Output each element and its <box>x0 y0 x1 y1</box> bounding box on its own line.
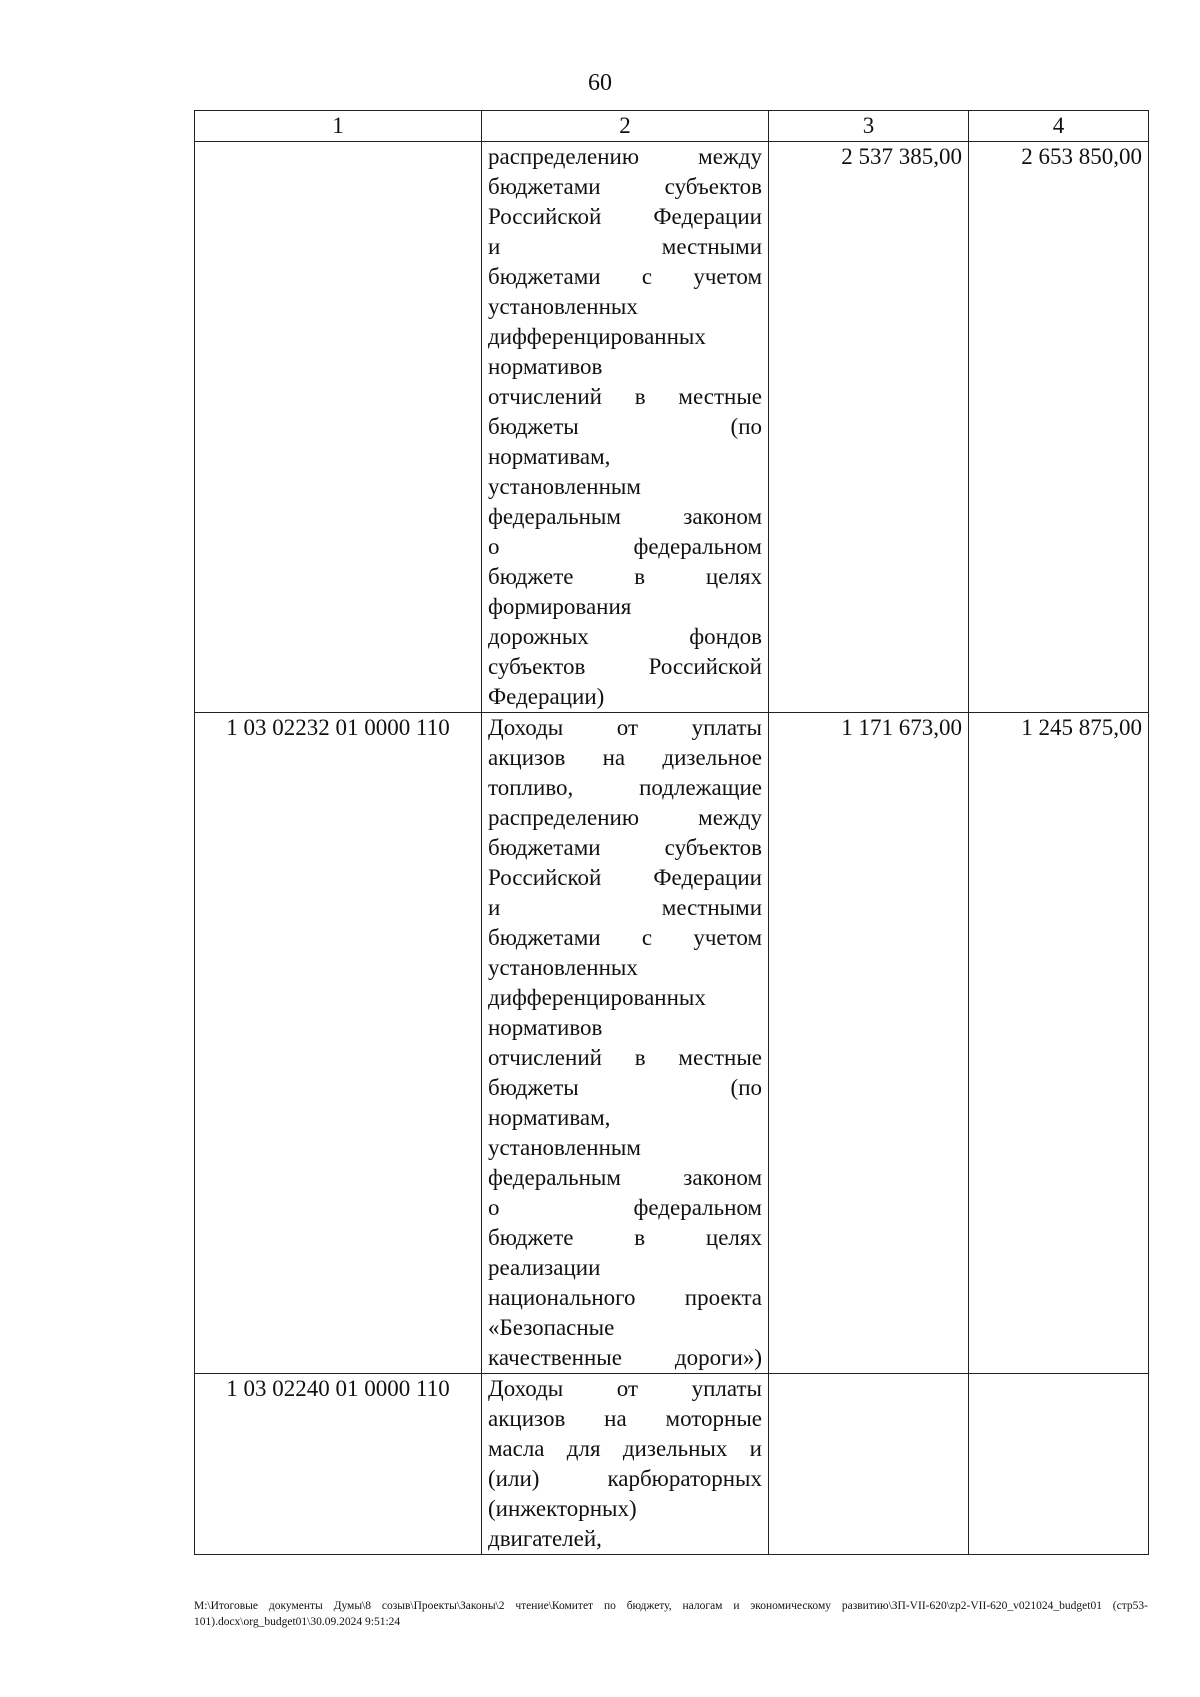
description-line: о федеральном <box>488 1195 762 1220</box>
budget-code-cell <box>195 142 482 713</box>
description-line: нормативов <box>488 1015 603 1040</box>
table-row <box>195 1374 1149 1555</box>
table-header-row <box>195 111 1149 142</box>
description-line: бюджетами с учетом <box>488 925 762 950</box>
page-number: 60 <box>588 70 612 96</box>
description-line: бюджеты (по <box>488 414 762 439</box>
description-line: (инжекторных) <box>488 1496 637 1521</box>
description-line: отчислений в местные <box>488 1045 762 1070</box>
description-line: бюджете в целях <box>488 1225 762 1250</box>
description-line: (или) карбюраторных <box>488 1466 762 1491</box>
description-line: установленным <box>488 474 641 499</box>
amount-col-3-cell <box>769 1374 969 1555</box>
description-line: Доходы от уплаты <box>488 1376 762 1401</box>
amount-col-4-cell: 2 653 850,00 <box>969 142 1149 713</box>
budget-code-cell: 1 03 02232 01 0000 110 <box>195 713 482 1374</box>
header-col-4: 4 <box>969 111 1149 142</box>
description-line: установленным <box>488 1135 641 1160</box>
description-line: масла для дизельных и <box>488 1436 762 1461</box>
description-line: нормативам, <box>488 444 611 469</box>
description-cell <box>482 713 769 1374</box>
description-line: дифференцированных <box>488 985 706 1010</box>
description-line: качественные дороги») <box>488 1345 762 1370</box>
description-line: Федерации) <box>488 684 605 709</box>
description-line: и местными <box>488 895 762 920</box>
description-line: реализации <box>488 1255 601 1280</box>
description-line: и местными <box>488 234 762 259</box>
description-line: федеральным законом <box>488 504 762 529</box>
header-col-1: 1 <box>195 111 482 142</box>
description-line: акцизов на дизельное <box>488 745 762 770</box>
description-line: бюджетами субъектов <box>488 835 762 860</box>
description-line: дифференцированных <box>488 324 706 349</box>
amount-col-4-cell: 1 245 875,00 <box>969 713 1149 1374</box>
description-line: отчислений в местные <box>488 384 762 409</box>
description-line: Российской Федерации <box>488 865 762 890</box>
description-line: дорожных фондов <box>488 624 762 649</box>
description-line: «Безопасные <box>488 1315 615 1340</box>
description-line: бюджетами с учетом <box>488 264 762 289</box>
description-line: нормативов <box>488 354 603 379</box>
description-line: федеральным законом <box>488 1165 762 1190</box>
description-line: распределению между <box>488 805 762 830</box>
header-col-2: 2 <box>482 111 769 142</box>
description-line: субъектов Российской <box>488 654 762 679</box>
description-line: Российской Федерации <box>488 204 762 229</box>
description-line: бюджете в целях <box>488 564 762 589</box>
description-line: национального проекта <box>488 1285 762 1310</box>
description-line: Доходы от уплаты <box>488 715 762 740</box>
description-line: двигателей, <box>488 1526 602 1551</box>
amount-col-4-cell <box>969 1374 1149 1555</box>
description-line: установленных <box>488 294 638 319</box>
description-line: формирования <box>488 594 632 619</box>
budget-table <box>194 110 1149 1555</box>
description-cell <box>482 142 769 713</box>
budget-code-cell: 1 03 02240 01 0000 110 <box>195 1374 482 1555</box>
amount-col-3-cell: 2 537 385,00 <box>769 142 969 713</box>
description-line: о федеральном <box>488 534 762 559</box>
description-line: бюджеты (по <box>488 1075 762 1100</box>
description-line: бюджетами субъектов <box>488 174 762 199</box>
description-cell <box>482 1374 769 1555</box>
description-line: нормативам, <box>488 1105 611 1130</box>
header-col-3: 3 <box>769 111 969 142</box>
amount-col-3-cell: 1 171 673,00 <box>769 713 969 1374</box>
table-row <box>195 713 1149 1374</box>
document-footer-path: M:\Итоговые документы Думы\8 созыв\Проекты\Законы\2 чтение\Комитет по бюджету, налогам и экономическому развитию\ЗП-VII-620\zp2-VII-620_v021024_budget01 (стр53-101).docx\org_budget01\30.09.2024 9:51:24 <box>194 1600 1148 1628</box>
description-line: акцизов на моторные <box>488 1406 762 1431</box>
table-row <box>195 142 1149 713</box>
description-line: распределению между <box>488 144 762 169</box>
description-line: установленных <box>488 955 638 980</box>
description-line: топливо, подлежащие <box>488 775 762 800</box>
